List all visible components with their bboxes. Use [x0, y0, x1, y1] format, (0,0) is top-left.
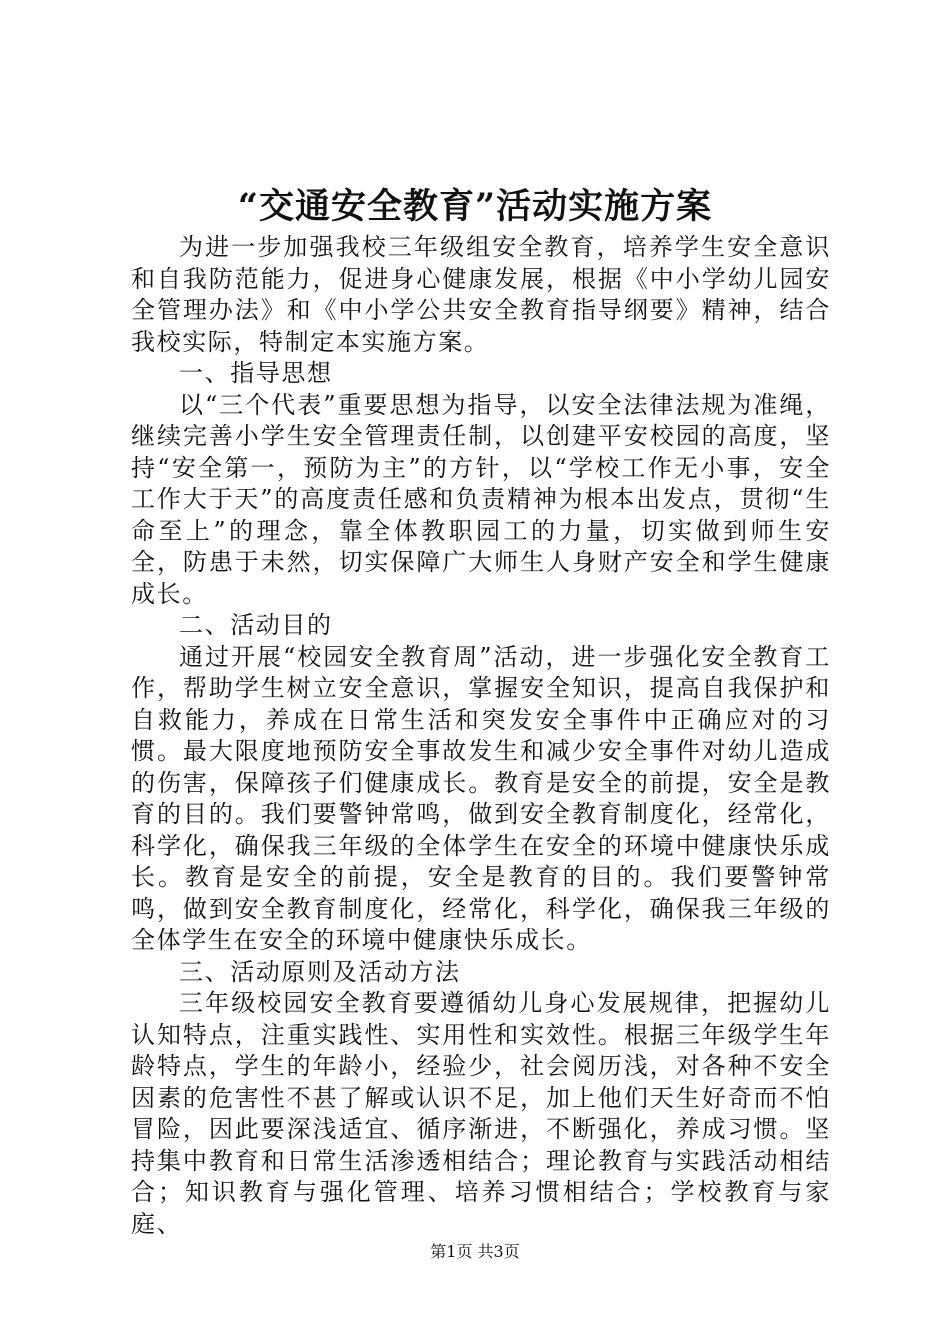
section-paragraph-activity-purpose: 通过开展“校园安全教育周”活动，进一步强化安全教育工作，帮助学生树立安全意识，掌握安全知识，提高自我保护和自救能力，养成在日常生活和突发安全事件中正确应对的习惯。最大限度地预防安全事故发生和减少安全事件对幼儿造成的伤害，保障孩子们健康成长。教育是安全的前提，安全是教育的目的。我们要警钟常鸣，做到安全教育制度化，经常化，科学化，确保我三年级的全体学生在安全的环境中健康快乐成长。教育是安全的前提，安全是教育的目的。我们要警钟常鸣，做到安全教育制度化，经常化，科学化，确保我三年级的全体学生在安全的环境中健康快乐成长。: [131, 642, 831, 954]
document-body: [131, 232, 831, 1240]
page-number-footer: 第1页 共3页: [430, 1242, 520, 1261]
intro-paragraph: 为进一步加强我校三年级组安全教育，培养学生安全意识和自我防范能力，促进身心健康发展，根据《中小学幼儿园安全管理办法》和《中小学公共安全教育指导纲要》精神，结合我校实际，特制定本实施方案。: [131, 233, 831, 356]
section-heading-activity-purpose: 二、活动目的: [179, 611, 333, 639]
page-title: “交通安全教育”活动实施方案: [237, 186, 713, 227]
section-heading-guiding-ideology: 一、指导思想: [179, 359, 333, 387]
section-paragraph-principles-methods: 三年级校园安全教育要遵循幼儿身心发展规律，把握幼儿认知特点，注重实践性、实用性和实效性。根据三年级学生年龄特点，学生的年龄小，经验少，社会阅历浅，对各种不安全因素的危害性不甚了解或认识不足，加上他们天生好奇而不怕冒险，因此要深浅适宜、循序渐进，不断强化，养成习惯。坚持集中教育和日常生活渗透相结合；理论教育与实践活动相结合；知识教育与强化管理、培养习惯相结合；学校教育与家庭、: [131, 989, 831, 1238]
section-paragraph-guiding-ideology: 以“三个代表”重要思想为指导，以安全法律法规为准绳，继续完善小学生安全管理责任制，以创建平安校园的高度，坚持“安全第一，预防为主”的方针，以“学校工作无小事，安全工作大于天”的高度责任感和负责精神为根本出发点，贯彻“生命至上”的理念，靠全体教职园工的力量，切实做到师生安全，防患于未然，切实保障广大师生人身财产安全和学生健康成长。: [131, 390, 831, 608]
section-heading-principles-methods: 三、活动原则及活动方法: [179, 957, 461, 986]
